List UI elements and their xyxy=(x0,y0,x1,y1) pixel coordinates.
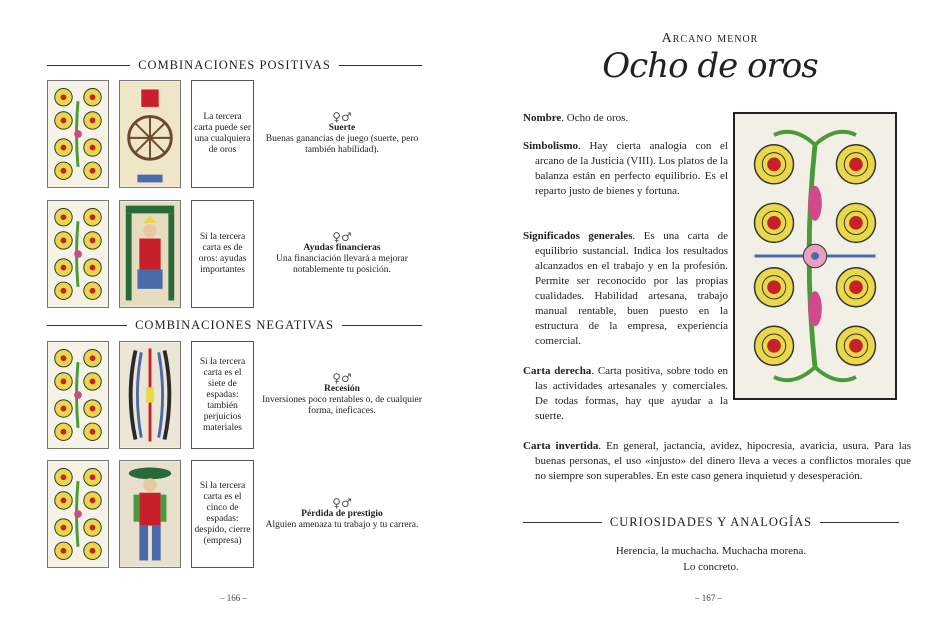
seven-of-swords-card xyxy=(119,341,181,449)
combination-text: Alguien amenaza tu trabajo y tu carrera. xyxy=(265,519,419,530)
combination-row-1 xyxy=(47,80,422,190)
nombre-paragraph xyxy=(523,111,723,126)
simbolismo-paragraph xyxy=(523,139,728,199)
nombre-label: Nombre xyxy=(523,112,562,124)
combination-title: Recesión xyxy=(324,384,360,394)
combination-description xyxy=(262,341,422,449)
combination-text: Buenas ganancias de juego (suerte, pero también habilidad). xyxy=(265,134,419,155)
positive-heading: COMBINACIONES POSITIVAS xyxy=(47,58,422,73)
combination-text: Una financiación llevará a mejorar notablemente tu posición. xyxy=(276,254,408,275)
eight-of-coins-card xyxy=(47,341,109,449)
gender-symbols-icon: ♀♂ xyxy=(332,110,352,124)
nombre-text: . Ocho de oros. xyxy=(561,112,629,124)
curiosities-text xyxy=(523,543,899,575)
gender-symbols-icon: ♀♂ xyxy=(332,371,352,385)
significados-text: . Es una carta de equilibrio sustancial. Indica los resultados alcanzados en el trabajo y en la profesión. Permite ser reconocido por las propias cualidades. Habilidad artesana, trabajo manual rentable, buen puesto en la estructura de la empresa, experiencia comercial. xyxy=(535,230,728,347)
significados-label: Significados generales xyxy=(523,230,633,242)
emperor-card xyxy=(119,200,181,308)
combination-description xyxy=(262,80,422,188)
third-card-note: Si la tercera carta es el cinco de espadas: despido, cierre (empresa) xyxy=(191,460,254,568)
combination-title: Suerte xyxy=(328,123,356,133)
combination-text: Inversiones poco rentables o, de cualquier forma, ineficaces. xyxy=(262,395,422,416)
gender-symbols-icon: ♀♂ xyxy=(332,495,352,510)
five-of-swords-card xyxy=(119,460,181,568)
combination-row-2 xyxy=(47,200,422,310)
carta-invertida-paragraph xyxy=(523,439,911,484)
wheel-of-fortune-card xyxy=(119,80,181,188)
eight-of-coins-large-card xyxy=(733,112,897,400)
page-number-left: – 166 – xyxy=(220,593,247,603)
simbolismo-label: Simbolismo xyxy=(523,140,579,152)
third-card-note: La tercera carta puede ser una cualquiera de oros xyxy=(191,80,254,188)
third-card-note: Si la tercera carta es el siete de espadas: también perjuicios materiales xyxy=(191,341,254,449)
curiosities-line-2: Lo concreto. xyxy=(683,561,739,573)
carta-derecha-text: . Carta positiva, sobre todo en las actividades artesanales y comerciales. De todas formas, hay que ayudar a la suerte. xyxy=(535,365,728,422)
combination-title: Ayudas financieras xyxy=(303,243,381,253)
significados-paragraph xyxy=(523,229,728,349)
page-number-right: – 167 – xyxy=(695,593,722,603)
arcana-subtitle: Arcano menor xyxy=(661,31,759,46)
combination-row-3 xyxy=(47,341,422,451)
combination-description xyxy=(262,200,422,308)
curiosities-line-1: Herencia, la muchacha. Muchacha morena. xyxy=(615,545,807,557)
carta-invertida-label: Carta invertida xyxy=(523,440,599,452)
carta-derecha-label: Carta derecha xyxy=(523,365,592,377)
eight-of-coins-card xyxy=(47,80,109,188)
carta-invertida-text: . En general, jactancia, avidez, hipocresía, avaricia, usura. Para las buenas personas, el uso «injusto» del dinero lleva a veces a conflictos morales que no siempre son superables. En este caso genera inquietud y desesperación. xyxy=(535,440,912,482)
simbolismo-text: . Hay cierta analogía con el arcano de la Justicia (VIII). Los platos de la balanza están en perfecto equilibrio. Es el reparto justo de bienes y fortuna. xyxy=(535,140,728,197)
combination-description xyxy=(262,460,422,568)
page-title: Ocho de oros xyxy=(602,46,818,86)
negative-heading: COMBINACIONES NEGATIVAS xyxy=(47,318,422,333)
eight-of-coins-card xyxy=(47,460,109,568)
third-card-note: Si la tercera carta es de oros: ayudas importantes xyxy=(191,200,254,308)
carta-derecha-paragraph xyxy=(523,364,728,424)
gender-symbols-icon: ♀♂ xyxy=(332,230,352,244)
curiosities-heading: CURIOSIDADES Y ANALOGÍAS xyxy=(523,515,899,530)
eight-of-coins-card xyxy=(47,200,109,308)
combination-title: Pérdida de prestigio xyxy=(301,508,383,519)
combination-row-4 xyxy=(47,460,422,570)
